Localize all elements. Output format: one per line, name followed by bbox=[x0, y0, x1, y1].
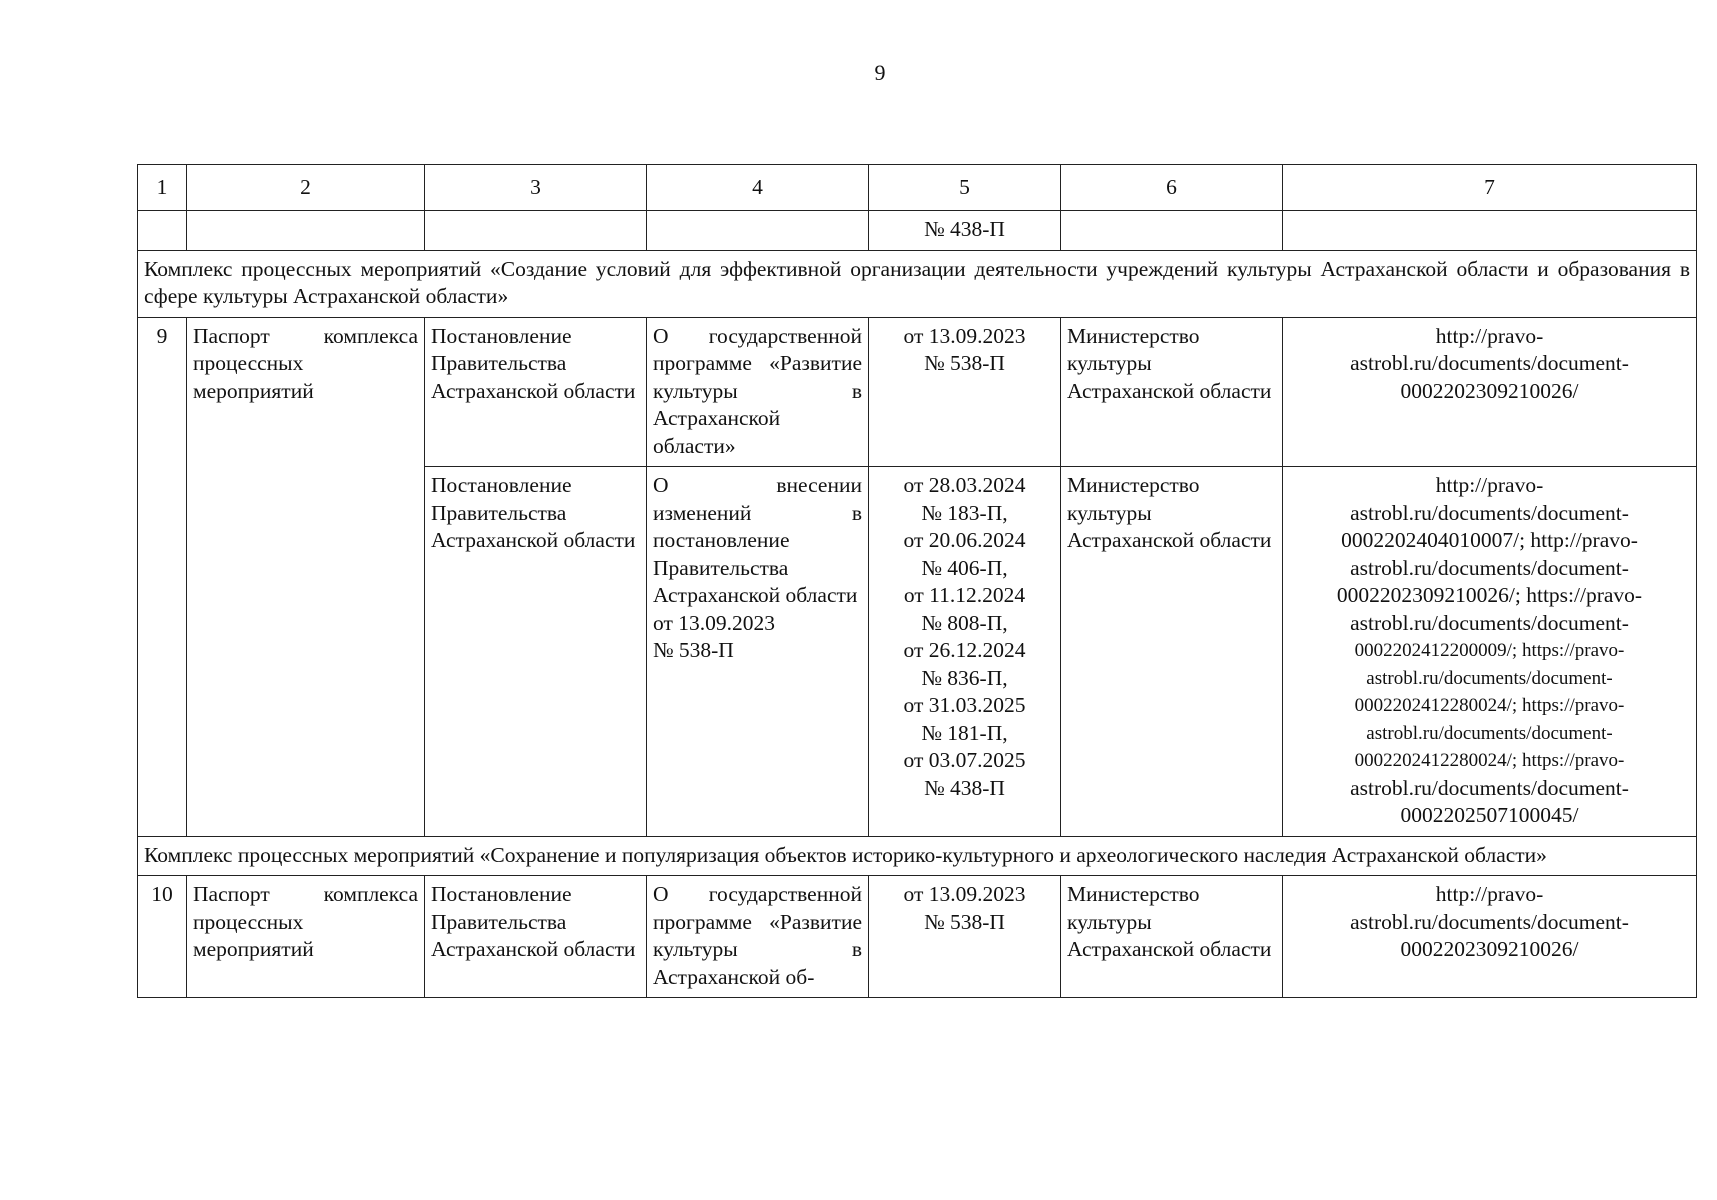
table-row bbox=[138, 876, 1697, 998]
carry-over-row bbox=[138, 211, 1697, 251]
section-row bbox=[138, 836, 1697, 876]
responsible-body: Министерство культуры Астраханской области bbox=[1061, 317, 1283, 467]
act-type: Постановление Правительства Астраханской области bbox=[425, 876, 647, 998]
header-cell-2: 2 bbox=[187, 165, 425, 211]
act-date: от 28.03.2024 № 183-П, от 20.06.2024 № 406-П, от 11.12.2024 № 808-П, от 26.12.2024 № 836-П, от 31.03.2025 № 181-П, от 03.07.2025 № 438-П bbox=[869, 467, 1061, 837]
column-number-header bbox=[138, 165, 1697, 211]
carry-over-date: № 438-П bbox=[869, 211, 1061, 251]
table-row bbox=[138, 317, 1697, 467]
section-title-1: Комплекс процессных мероприятий «Создание условий для эффективной организации деятельности учреждений культуры Астраханской области и образования в сфере культуры Астраханской области» bbox=[138, 250, 1697, 317]
act-link[interactable]: http://pravo- astrobl.ru/documents/document- 0002202309210026/ bbox=[1283, 317, 1697, 467]
responsible-body: Министерство культуры Астраханской области bbox=[1061, 467, 1283, 837]
header-cell-6: 6 bbox=[1061, 165, 1283, 211]
row-number: 9 bbox=[138, 317, 187, 836]
act-title: О внесении изменений в постановление Правительства Астраханской области от 13.09.2023 № 538-П bbox=[647, 467, 869, 837]
act-date: от 13.09.2023 № 538-П bbox=[869, 876, 1061, 998]
act-type: Постановление Правительства Астраханской области bbox=[425, 467, 647, 837]
row-number: 10 bbox=[138, 876, 187, 998]
registry-table bbox=[137, 164, 1697, 998]
document-type: Паспорт комплекса процессных мероприятий bbox=[187, 876, 425, 998]
header-cell-5: 5 bbox=[869, 165, 1061, 211]
document-type: Паспорт комплекса процессных мероприятий bbox=[187, 317, 425, 836]
header-cell-1: 1 bbox=[138, 165, 187, 211]
act-type: Постановление Правительства Астраханской области bbox=[425, 317, 647, 467]
act-title: О государственной программе «Развитие культуры в Астраханской об- bbox=[647, 876, 869, 998]
section-row bbox=[138, 250, 1697, 317]
act-link[interactable]: http://pravo- astrobl.ru/documents/document- 0002202309210026/ bbox=[1283, 876, 1697, 998]
header-cell-3: 3 bbox=[425, 165, 647, 211]
act-title: О государственной программе «Развитие культуры в Астраханской области» bbox=[647, 317, 869, 467]
act-date: от 13.09.2023 № 538-П bbox=[869, 317, 1061, 467]
act-link[interactable]: http://pravo- astrobl.ru/documents/document- 0002202404010007/; http://pravo- astrobl.ru/documents/document- 0002202309210026/; https://pravo- astrobl.ru/documents/document- 0002202412200009/; https://pravo- astrobl.ru/documents/document- 0002202412280024/; https://pravo- astrobl.ru/documents/document- 0002202412280024/; https://pravo- astrobl.ru/documents/document- 0002202507100045/ bbox=[1283, 467, 1697, 837]
header-cell-7: 7 bbox=[1283, 165, 1697, 211]
section-title-2: Комплекс процессных мероприятий «Сохранение и популяризация объектов историко-культурного и археологического наследия Астраханской области» bbox=[138, 836, 1697, 876]
responsible-body: Министерство культуры Астраханской области bbox=[1061, 876, 1283, 998]
header-cell-4: 4 bbox=[647, 165, 869, 211]
page-number: 9 bbox=[874, 60, 886, 85]
